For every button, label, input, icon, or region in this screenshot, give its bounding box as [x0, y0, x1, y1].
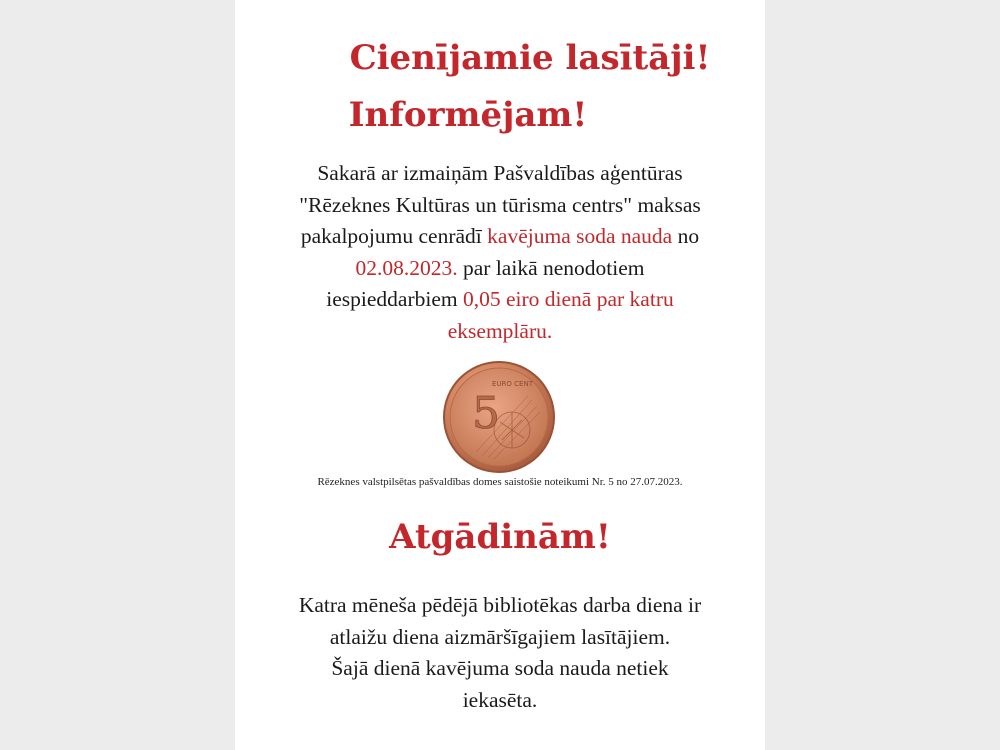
notice-page	[235, 0, 765, 750]
inform-heading: Informējam!	[348, 95, 588, 135]
per-copy-highlight: eksemplāru.	[447, 318, 553, 343]
notice-line-5-text: iespieddarbiem	[326, 287, 463, 311]
notice-line-2: "Rēzeknes Kultūras un tūrisma centrs" maksas	[299, 192, 701, 217]
reminder-line-3: Šajā dienā kavējuma soda nauda netiek	[331, 656, 669, 680]
fee-amount-highlight: 0,05 eiro dienā par katru	[462, 287, 674, 311]
effective-date-highlight: 02.08.2023.	[355, 255, 458, 280]
reminder-line-1: Katra mēneša pēdējā bibliotēkas darba diena ir	[298, 593, 702, 617]
reminder-paragraph	[250, 590, 750, 716]
reminder-line-2: atlaižu diena aizmāršīgajiem lasītājiem.	[329, 624, 671, 649]
fee-notice-paragraph	[250, 158, 750, 347]
remind-heading: Atgādinām!	[389, 517, 611, 557]
reminder-line-4: iekasēta.	[462, 687, 538, 712]
euro-cent-coin-image	[442, 360, 556, 474]
coin-label-text: EURO CENT	[492, 380, 533, 388]
late-fee-highlight: kavējuma soda nauda	[487, 224, 673, 248]
notice-line-1: Sakarā ar izmaiņām Pašvaldības aģentūras	[317, 161, 683, 185]
notice-line-3-text: pakalpojumu cenrādī	[300, 224, 488, 248]
regulation-note: Rēzeknes valstpilsētas pašvaldības domes saistošie noteikumi Nr. 5 no 27.07.2023.	[317, 476, 683, 488]
greeting-heading: Cienījamie lasītāji!	[349, 38, 711, 78]
notice-line-3-end: no	[672, 224, 700, 248]
notice-line-4-end: par laikā nenodotiem	[457, 255, 645, 280]
coin-value-text: 5	[472, 388, 500, 439]
